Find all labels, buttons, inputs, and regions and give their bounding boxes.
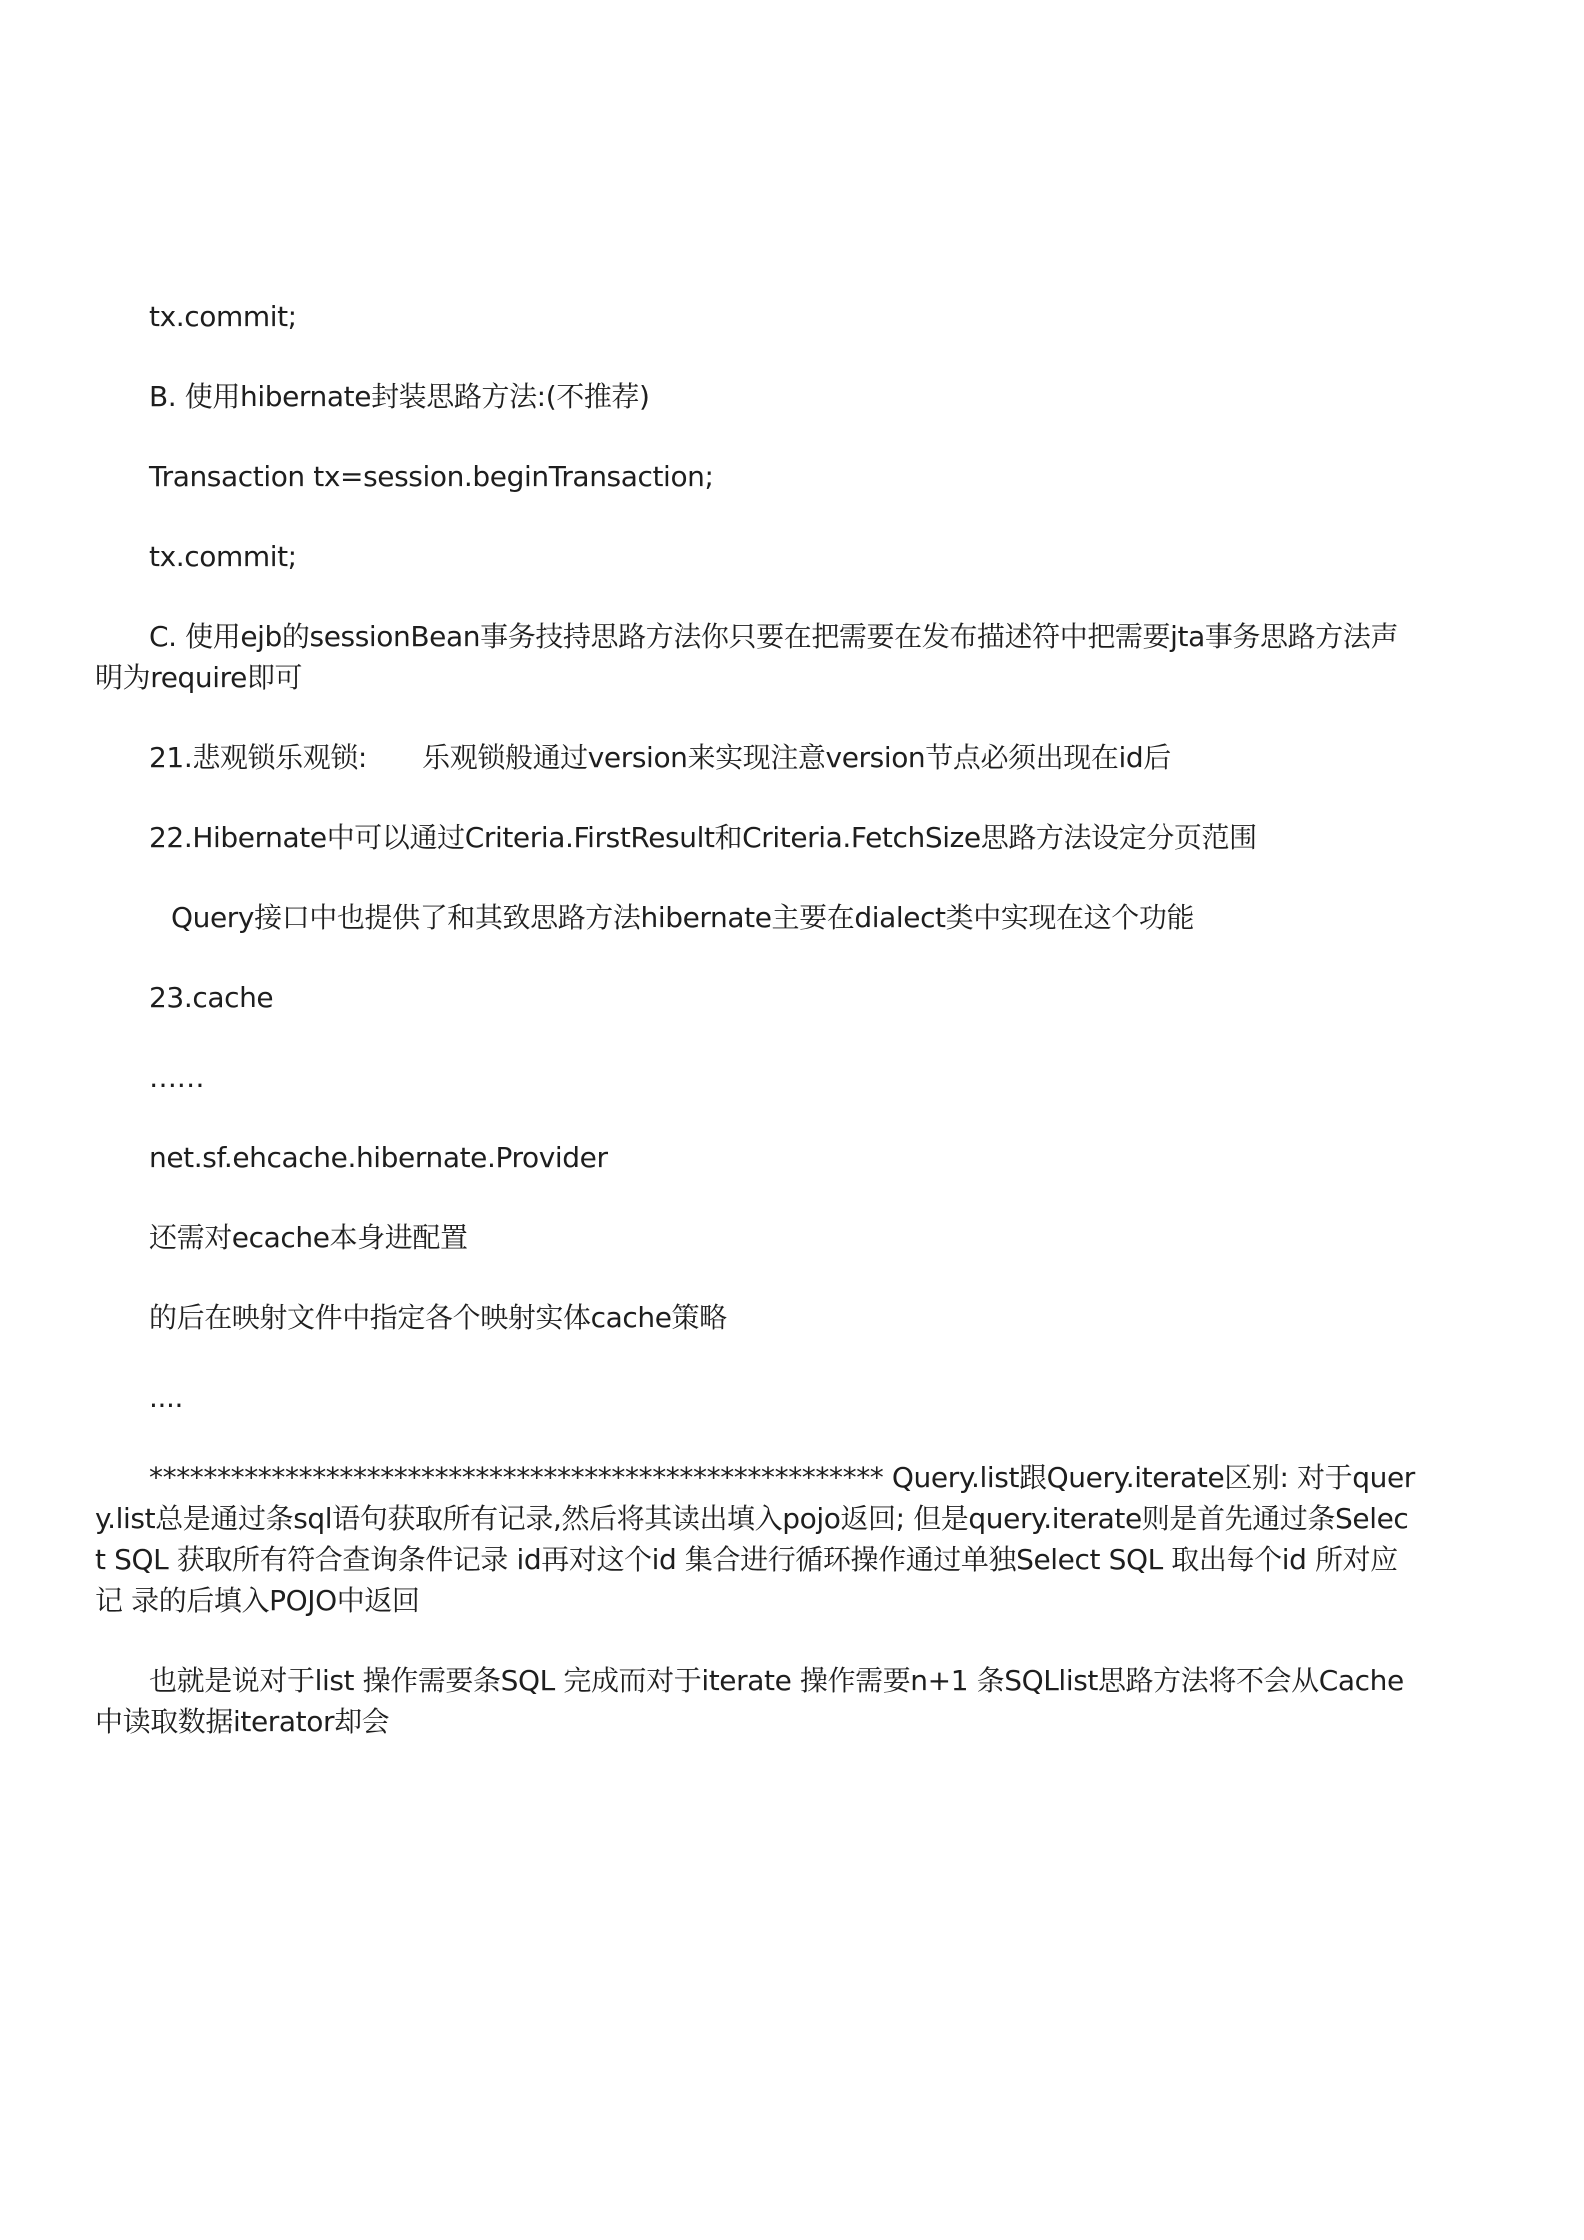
paragraph-ecache-config: 还需对ecache本身进配置 (149, 1221, 468, 1254)
paragraph-ellipsis-2: .... (149, 1381, 184, 1414)
paragraph-mapping-cache: 的后在映射文件中指定各个映射实体cache策略 (149, 1301, 727, 1334)
paragraph-ellipsis-1: …… (149, 1061, 205, 1094)
paragraph-begin-transaction: Transaction tx=session.beginTransaction; (149, 460, 714, 493)
paragraph-item-21: 21.悲观锁乐观锁: 乐观锁般通过version来实现注意version节点必须出现在id后 (149, 741, 1171, 774)
paragraph-query-interface: Query接口中也提供了和其致思路方法hibernate主要在dialect类中实现在这个功能 (171, 901, 1195, 934)
paragraph-tx-commit-2: tx.commit; (149, 540, 297, 573)
paragraph-option-b: B. 使用hibernate封装思路方法:(不推荐) (149, 380, 650, 413)
paragraph-option-c: C. 使用ejb的sessionBean事务技持思路方法你只要在把需要在发布描述符中把需要jta事务思路方法声明为require即可 (95, 620, 1399, 694)
paragraph-tx-commit-1: tx.commit; (149, 300, 297, 333)
paragraph-list-vs-iterate: ****************************************************** Query.list跟Query.iterate区别: 对于query.list总是通过条sql语句获取所有记录,然后将其读出填入pojo返回; 但是query.iterate则是首先通过条Select SQL 获取所有符合查询条件记录 id再对这个id 集合进行循环操作通过单独Select SQL 取出每个id 所对应记 录的后填入POJO中返回 (95, 1461, 1415, 1617)
paragraph-item-23: 23.cache (149, 981, 274, 1014)
paragraph-ehcache-provider: net.sf.ehcache.hibernate.Provider (149, 1141, 608, 1174)
document-body (95, 296, 1415, 1781)
paragraph-list-iterate-summary: 也就是说对于list 操作需要条SQL 完成而对于iterate 操作需要n+1 条SQLlist思路方法将不会从Cache中读取数据iterator却会 (95, 1664, 1404, 1738)
paragraph-item-22: 22.Hibernate中可以通过Criteria.FirstResult和Criteria.FetchSize思路方法设定分页范围 (149, 821, 1257, 854)
